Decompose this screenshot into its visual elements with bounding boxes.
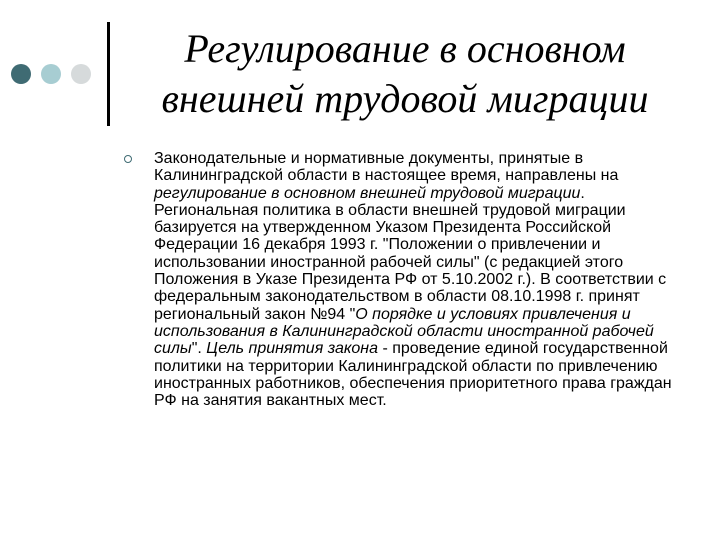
paragraph-text-3: ". — [191, 340, 207, 358]
paragraph-text-1: Законодательные и нормативные документы, принятые в Калининградской области в настоящее время, направлены на — [154, 150, 619, 185]
paragraph-emphasis-3: Цель принятия закона — [206, 340, 378, 358]
paragraph-text-2: . Региональная политика в области внешней трудовой миграции базируется на утвержденном Указом Президента Российской Федерации 16 декабря 1993 г. "Положении о привлечении и использовании иностранной рабочей силы" (с редакцией этого Положения в Указе Президента РФ от 5.10.2002 г.). В соответствии с федеральным законодательством в области 08.10.1998 г. принят региональный закон №94 " — [154, 184, 667, 323]
hollow-circle-bullet-icon — [124, 155, 132, 163]
bullet-item — [124, 150, 684, 409]
light-dot-icon — [41, 64, 61, 84]
slide-title — [110, 24, 700, 124]
decorative-dots — [11, 64, 101, 86]
title-line-1: Регулирование в основном — [184, 26, 626, 71]
paragraph-emphasis-2: О порядке и условиях привлечения и использования в Калининградской области иностранной рабочей силы — [154, 305, 654, 358]
paragraph-emphasis-1: регулирование в основном внешней трудовой миграции — [154, 184, 581, 202]
dark-dot-icon — [11, 64, 31, 84]
bullet-paragraph — [154, 150, 684, 409]
bullet-list — [124, 150, 684, 409]
gray-dot-icon — [71, 64, 91, 84]
title-line-2: внешней трудовой миграции — [161, 76, 649, 121]
paragraph-text-4: - проведение единой государственной политики на территории Калининградской области по привлечению иностранных работников, обеспечения приоритетного права граждан РФ на занятия вакантных мест. — [154, 340, 672, 410]
